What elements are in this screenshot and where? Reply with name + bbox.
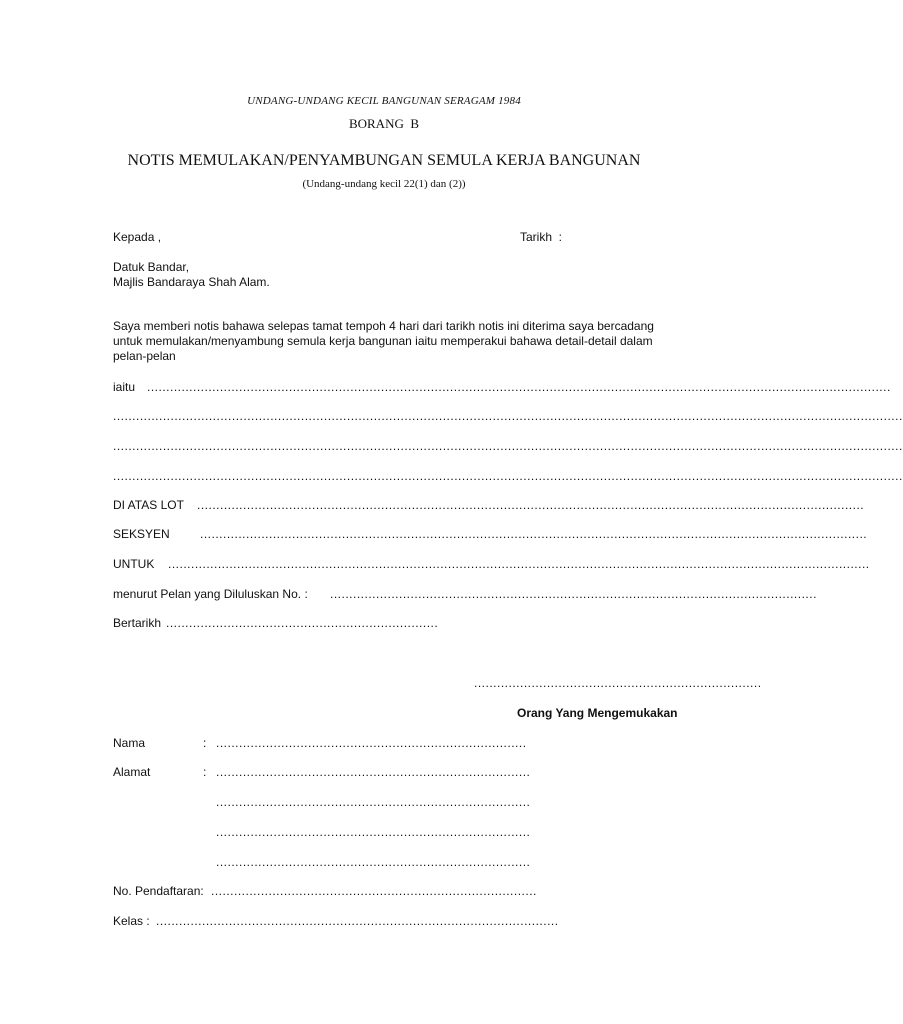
iaitu-label: iaitu (113, 380, 136, 394)
registration-number-field[interactable]: ..................................................................................... (211, 884, 537, 898)
description-line-2[interactable]: .............................................................................................................................................................................................................. (113, 409, 903, 423)
name-label: Nama (113, 736, 146, 750)
page-title: NOTIS MEMULAKAN/PENYAMBUNGAN SEMULA KERJA BANGUNAN (127, 152, 641, 169)
name-colon: : (203, 736, 207, 750)
seksyen-label: SEKSYEN (113, 527, 170, 541)
address-field-2[interactable]: .................................................................................. (216, 795, 531, 809)
name-field[interactable]: ................................................................................. (216, 736, 527, 750)
address-field-1[interactable]: .................................................................................. (216, 765, 531, 779)
date-label: Tarikh : (520, 230, 563, 244)
notice-line-2: untuk memulakan/menyambung semula kerja bangunan iaitu memperakui bahawa detail-detail dalam (113, 334, 653, 348)
address-field-4[interactable]: .................................................................................. (216, 855, 531, 869)
address-label: Alamat (113, 765, 151, 779)
approved-plan-field[interactable]: ............................................................................................................................... (330, 587, 817, 601)
form-number: BORANG B (348, 116, 420, 131)
lot-field[interactable]: .............................................................................................................................................................................. (197, 498, 865, 512)
untuk-label: UNTUK (113, 557, 155, 571)
class-label: Kelas : (113, 914, 150, 928)
seksyen-field[interactable]: .............................................................................................................................................................................. (200, 527, 868, 541)
description-line-3[interactable]: .............................................................................................................................................................................................................. (113, 439, 903, 453)
signature-line[interactable]: ........................................................................... (474, 676, 762, 690)
dated-field[interactable]: ....................................................................... (166, 616, 439, 630)
approved-plan-label: menurut Pelan yang Diluluskan No. : (113, 587, 308, 601)
to-label: Kepada , (113, 230, 162, 244)
registration-number-label: No. Pendaftaran: (113, 884, 204, 898)
recipient-title: Datuk Bandar, (113, 260, 190, 274)
iaitu-field[interactable]: .................................................................................................................................................................................................. (147, 380, 891, 394)
notice-line-1: Saya memberi notis bahawa selepas tamat tempoh 4 hari dari tarikh notis ini diterima saya bercadang (113, 319, 654, 333)
lot-label: DI ATAS LOT (113, 498, 184, 512)
law-title: UNDANG-UNDANG KECIL BANGUNAN SERAGAM 1984 (247, 95, 521, 107)
page-subtitle: (Undang-undang kecil 22(1) dan (2)) (302, 178, 466, 190)
address-colon: : (203, 765, 207, 779)
signature-label: Orang Yang Mengemukakan (517, 706, 678, 720)
class-field[interactable]: ......................................................................................................... (156, 914, 559, 928)
description-line-4[interactable]: .............................................................................................................................................................................................................. (113, 469, 903, 483)
untuk-field[interactable]: ....................................................................................................................................................................................... (168, 557, 870, 571)
recipient-org: Majlis Bandaraya Shah Alam. (113, 275, 270, 289)
dated-label: Bertarikh (113, 616, 162, 630)
notice-line-3: pelan-pelan (113, 349, 176, 363)
address-field-3[interactable]: .................................................................................. (216, 825, 531, 839)
